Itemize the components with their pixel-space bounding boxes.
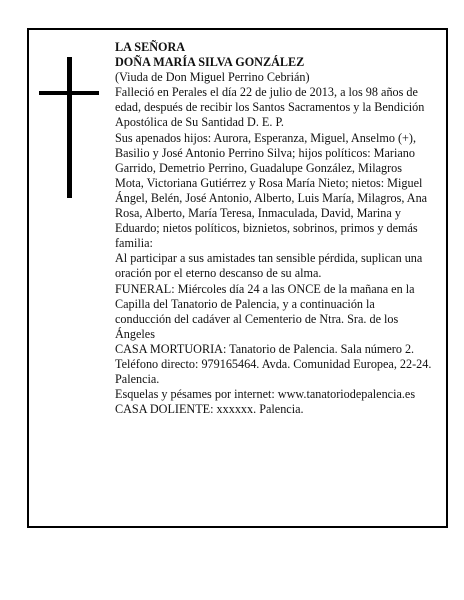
obituary-notice	[27, 28, 448, 528]
paragraph-death: Falleció en Perales el día 22 de julio de 2013, a los 98 años de edad, después de recibir los Santos Sacramentos y la Bendición Apostólica de Su Santidad D. E. P.	[115, 85, 425, 130]
title-line-2: DOÑA MARÍA SILVA GONZÁLEZ	[115, 55, 305, 70]
paragraph-family: Sus apenados hijos: Aurora, Esperanza, Miguel, Anselmo (+), Basilio y José Antonio Perrino Silva; hijos políticos: Mariano Garrido, Demetrio Perrino, Guadalupe González, Milagros Mota, Victoriana Gutiérrez y Rosa María Nieto; nietos: Miguel Ángel, Belén, José Antonio, Alberto, Luis María, Milagros, Ana Rosa, Alberto, María Teresa, Inmaculada, David, Marina y Eduardo; nietos políticos, biznietos, sobrinos, primos y demás familia:	[115, 130, 428, 251]
paragraph-funeral: FUNERAL: Miércoles día 24 a las ONCE de la mañana en la Capilla del Tanatorio de Palencia, y a continuación la conducción del cadáver al Cementerio de Ntra. Sra. de los Ángeles	[115, 281, 415, 341]
cross-horizontal-bar	[39, 91, 99, 95]
title-line-1: LA SEÑORA	[115, 40, 186, 54]
paragraph-internet: Esquelas y pésames por internet: www.tanatoriodepalencia.es	[115, 387, 416, 402]
subtitle: (Viuda de Don Miguel Perrino Cebrián)	[115, 70, 310, 85]
cross-vertical-bar	[67, 57, 72, 198]
paragraph-household: CASA DOLIENTE: xxxxxx. Palencia.	[115, 402, 304, 417]
notice-text	[115, 40, 433, 417]
paragraph-prayer: Al participar a sus amistades tan sensible pérdida, suplican una oración por el eterno descanso de su alma.	[115, 251, 423, 281]
paragraph-mortuary: CASA MORTUORIA: Tanatorio de Palencia. Sala número 2. Teléfono directo: 979165464. Avda. Comunidad Europea, 22-24. Palencia.	[115, 341, 432, 387]
